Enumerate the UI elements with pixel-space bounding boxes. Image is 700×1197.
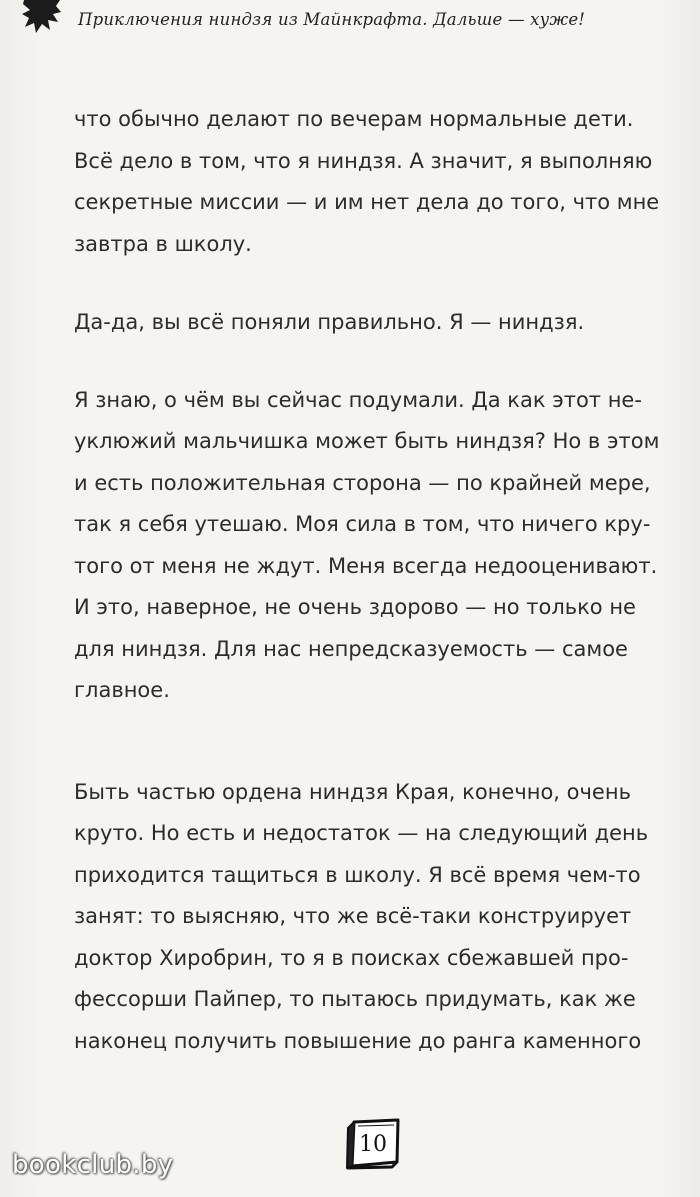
paragraph [74, 99, 694, 265]
text-line: наконец получить повышение до ранга каменного [74, 1028, 642, 1053]
text-line: секретные миссии — и им нет дела до того, что мне [74, 190, 660, 214]
paragraph [74, 302, 694, 344]
paragraph [74, 772, 694, 1063]
text-line: круто. Но есть и недостаток — на следующий день [74, 821, 649, 845]
text-line: фессорши Пайпер, то пытаюсь придумать, как же [74, 987, 636, 1011]
text-line: того от меня не ждут. Меня всегда недооценивают. [74, 553, 658, 578]
body-text [74, 99, 694, 1062]
text-line: и есть положительная сторона — по крайней мере, [74, 470, 651, 495]
text-line: И это, наверное, не очень здорово — но только не [74, 595, 636, 619]
text-line: доктор Хиробрин, то я в поисках сбежавшей про- [74, 945, 629, 970]
text-line: приходится тащиться в школу. Я всё время чем-то [74, 862, 641, 887]
text-line: Я знаю, о чём вы сейчас подумали. Да как этот не- [74, 387, 642, 412]
page-number-badge [344, 1118, 402, 1170]
page-number: 10 [359, 1131, 387, 1157]
black-splat-icon [22, 0, 62, 34]
text-line: Да-да, вы всё поняли правильно. Я — ниндзя. [74, 310, 585, 334]
watermark-text: bookclub.by [12, 1150, 174, 1180]
text-line: занят: то выясняю, что же всё-таки конструирует [74, 904, 632, 928]
text-line: завтра в школу. [74, 231, 252, 256]
text-line: уклюжий мальчишка может быть ниндзя? Но в этом [74, 429, 660, 453]
text-line: так я себя утешаю. Моя сила в том, что ничего кру- [74, 512, 651, 536]
text-line: Быть частью ордена ниндзя Края, конечно, очень [74, 779, 631, 804]
text-line: для ниндзя. Для нас непредсказуемость — самое [74, 636, 628, 661]
paragraph [74, 380, 694, 712]
text-line: главное. [74, 678, 170, 702]
text-line: Всё дело в том, что я ниндзя. А значит, я выполняю [74, 148, 653, 173]
running-head-title: Приключения ниндзя из Майнкрафта. Дальше — хуже! [78, 10, 586, 29]
text-line: что обычно делают по вечерам нормальные дети. [74, 107, 634, 131]
